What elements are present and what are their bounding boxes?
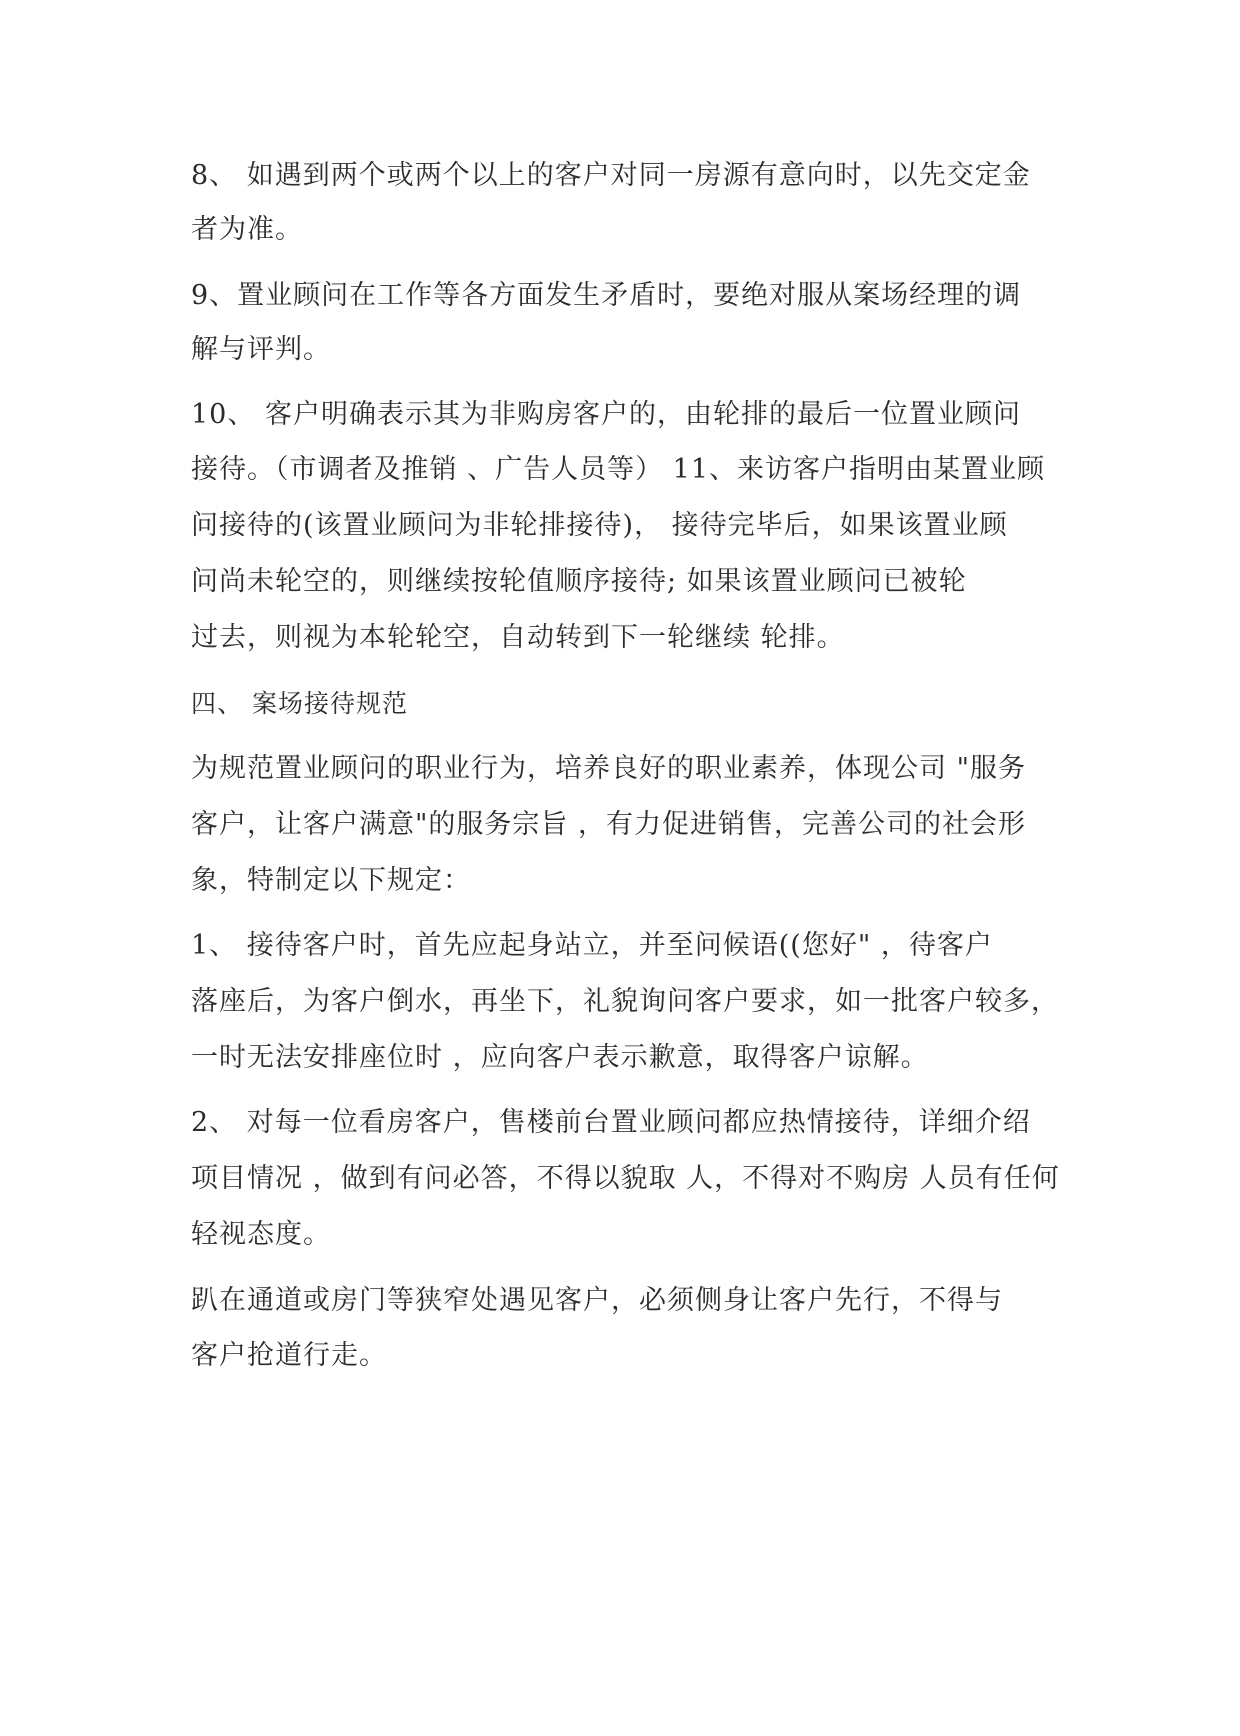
text-line: 8、 如遇到两个或两个以上的客户对同一房源有意向时，以先交定金 [191, 160, 1031, 191]
text-line: 解与评判。 [191, 334, 331, 365]
text-line: 客户，让客户满意"的服务宗旨 ，有力促进销售，完善公司的社会形 [191, 809, 1027, 840]
text-line: 为规范置业顾问的职业行为，培养良好的职业素养，体现公司 "服务 [191, 753, 1027, 784]
text-line: 一时无法安排座位时 ，应向客户表示歉意，取得客户谅解。 [191, 1042, 929, 1073]
text-line: 1、 接待客户时，首先应起身站立，并至问候语((您好" ，待客户 [191, 930, 993, 961]
text-line: 问尚未轮空的，则继续按轮值顺序接待; 如果该置业顾问已被轮 [191, 566, 967, 597]
section-heading: 四、 案场接待规范 [191, 689, 408, 718]
text-line: 2、 对每一位看房客户，售楼前台置业顾问都应热情接待，详细介绍 [191, 1107, 1031, 1138]
text-line: 问接待的(该置业顾问为非轮排接待)， 接待完毕后，如果该置业顾 [191, 510, 1008, 541]
text-line: 客户抢道行走。 [191, 1340, 387, 1371]
text-line: 项目情况 ，做到有问必答，不得以貌取 人，不得对不购房 人员有任何 [191, 1163, 1060, 1194]
text-line: 象，特制定以下规定： [191, 865, 471, 896]
text-line: 趴在通道或房门等狭窄处遇见客户，必须侧身让客户先行，不得与 [191, 1285, 1003, 1316]
text-line: 接待。（市调者及推销 、广告人员等） 11、来访客户指明由某置业顾 [191, 454, 1046, 485]
text-line: 落座后，为客户倒水，再坐下，礼貌询问客户要求，如一批客户较多， [191, 986, 1059, 1017]
text-line: 轻视态度。 [191, 1219, 331, 1250]
text-line: 9、置业顾问在工作等各方面发生矛盾时，要绝对服从案场经理的调 [191, 280, 1022, 311]
text-line: 过去，则视为本轮轮空，自动转到下一轮继续 轮排。 [191, 622, 845, 653]
text-line: 10、 客户明确表示其为非购房客户的，由轮排的最后一位置业顾问 [191, 399, 1021, 430]
text-line: 者为准。 [191, 214, 303, 245]
